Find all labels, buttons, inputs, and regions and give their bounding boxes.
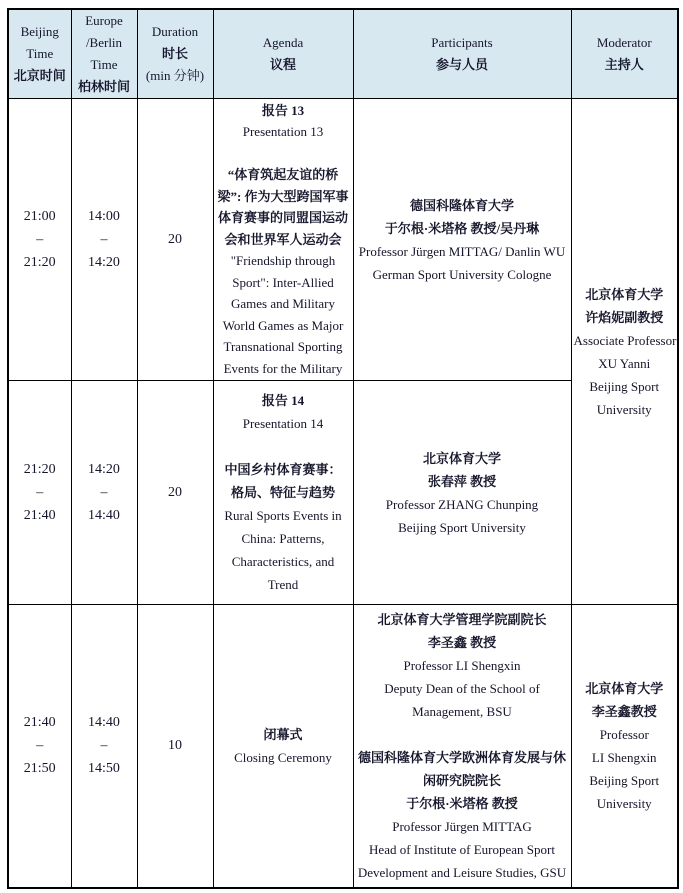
text-line: 于尔根·米塔格 教授/吴丹琳: [384, 220, 540, 236]
cell-moderator: [571, 605, 678, 888]
text-line: Time: [26, 46, 54, 61]
text-line: –: [100, 485, 108, 500]
text-line: 时长: [161, 46, 188, 61]
text-line: Deputy Dean of the School of: [384, 680, 540, 696]
text-line: 21:20: [23, 255, 56, 270]
text-line: Agenda: [262, 35, 304, 50]
text-line: Duration: [151, 24, 199, 39]
cell-beijing-time: [8, 605, 71, 888]
text-line: Professor Jürgen MITTAG: [392, 818, 532, 834]
cell-duration: [137, 99, 213, 381]
cell-participants: [353, 381, 571, 605]
text-line: 北京体育大学: [585, 286, 664, 302]
text-line: Time: [90, 57, 118, 72]
text-line: –: [36, 485, 44, 500]
header-cell-moderator: [571, 9, 678, 99]
text-line: Professor: [599, 726, 649, 742]
text-line: "Friendship through: [230, 253, 336, 269]
text-line: 14:40: [88, 715, 120, 731]
cell-berlin-time: [71, 605, 137, 888]
text-line: 20: [168, 485, 182, 500]
text-line: 21:40: [23, 508, 56, 523]
text-line: 14:00: [88, 209, 120, 224]
text-line: Events for the Military: [223, 360, 343, 376]
header-cell-duration: [137, 9, 213, 99]
text-line: University: [596, 401, 652, 417]
text-line: Closing Ceremony: [234, 749, 332, 765]
text-line: 北京体育大学: [585, 680, 664, 696]
text-line: 21:20: [23, 462, 56, 477]
text-line: [216, 435, 351, 458]
text-line: Professor LI Shengxin: [403, 657, 521, 673]
cell-duration: [137, 381, 213, 605]
cell-beijing-time: [8, 381, 71, 605]
text-line: Beijing Sport University: [398, 519, 526, 535]
text-line: 21:00: [23, 209, 56, 224]
text-line: “体育筑起友谊的桥: [227, 167, 339, 183]
text-line: Presentation 13: [242, 124, 324, 140]
table-body: [8, 99, 678, 888]
text-line: 议程: [269, 57, 296, 72]
text-line: –: [36, 232, 44, 247]
text-line: 参与人员: [435, 57, 488, 72]
header-cell-agenda: [213, 9, 353, 99]
text-line: Management, BSU: [412, 703, 512, 719]
text-line: 14:20: [88, 462, 120, 477]
text-line: 主持人: [604, 57, 644, 72]
text-line: XU Yanni: [598, 355, 651, 371]
text-line: /Berlin: [85, 35, 123, 50]
text-line: LI Shengxin: [591, 749, 657, 765]
text-line: Beijing Sport: [589, 772, 660, 788]
text-line: 张春萍 教授: [427, 473, 497, 489]
text-line: Europe: [85, 13, 123, 28]
text-line: 14:20: [88, 255, 120, 270]
text-line: 中国乡村体育赛事：: [224, 462, 342, 477]
cell-agenda: [213, 381, 353, 605]
text-line: 李圣鑫 教授: [427, 634, 497, 650]
text-line: World Games as Major: [222, 317, 344, 333]
text-line: Beijing Sport: [589, 378, 660, 394]
text-line: Professor Jürgen MITTAG/ Danlin WU: [358, 243, 566, 259]
text-line: Games and Military: [231, 296, 335, 312]
text-line: 梁”: 作为大型跨国军事: [217, 188, 349, 204]
text-line: 格局、特征与趋势: [230, 485, 335, 500]
header-row: [8, 9, 678, 99]
text-line: 柏林时间: [77, 79, 130, 94]
text-line: –: [100, 232, 108, 247]
cell-agenda: [213, 605, 353, 888]
text-line: 德国科隆体育大学欧洲体育发展与休: [357, 749, 566, 765]
cell-agenda: [213, 99, 353, 381]
cell-participants: [353, 605, 571, 888]
text-line: 德国科隆体育大学: [409, 197, 514, 213]
text-line: [356, 723, 569, 746]
text-line: (min 分钟): [145, 68, 205, 83]
text-line: Beijing: [20, 24, 59, 39]
text-line: 闲研究院院长: [422, 772, 501, 788]
text-line: –: [36, 738, 44, 754]
session-row: [8, 605, 678, 888]
text-line: 21:50: [23, 761, 56, 777]
text-line: 于尔根·米塔格 教授: [406, 795, 518, 811]
text-line: 李圣鑫教授: [591, 703, 657, 719]
header-cell-participants: [353, 9, 571, 99]
text-line: Presentation 14: [242, 416, 324, 431]
text-line: [216, 143, 351, 165]
text-line: 闭幕式: [263, 726, 303, 742]
text-line: Rural Sports Events in: [224, 508, 342, 523]
text-line: Professor ZHANG Chunping: [385, 496, 539, 512]
cell-participants: [353, 99, 571, 381]
text-line: 14:50: [88, 761, 120, 777]
text-line: 许焰妮副教授: [585, 309, 664, 325]
text-line: Development and Leisure Studies, GSU: [357, 864, 567, 880]
text-line: Associate Professor: [573, 332, 677, 348]
table-header: [8, 9, 678, 99]
text-line: Transnational Sporting: [223, 339, 343, 355]
session-row: [8, 99, 678, 381]
text-line: –: [100, 738, 108, 754]
cell-moderator: [571, 99, 678, 605]
text-line: 北京时间: [13, 68, 66, 83]
cell-duration: [137, 605, 213, 888]
text-line: Participants: [431, 35, 493, 50]
header-cell-beijing-time: [8, 9, 71, 99]
cell-beijing-time: [8, 99, 71, 381]
text-line: 北京体育大学管理学院副院长: [377, 611, 547, 627]
cell-berlin-time: [71, 99, 137, 381]
schedule-table: [7, 8, 679, 889]
text-line: 21:40: [23, 715, 56, 731]
text-line: 10: [168, 738, 182, 754]
text-line: 报告 13: [261, 102, 305, 118]
text-line: German Sport University Cologne: [372, 266, 552, 282]
text-line: 20: [168, 232, 182, 247]
text-line: 体育赛事的同盟国运动: [217, 210, 348, 226]
text-line: University: [596, 795, 652, 811]
text-line: 报告 14: [261, 393, 305, 408]
header-cell-berlin-time: [71, 9, 137, 99]
text-line: 14:40: [88, 508, 120, 523]
text-line: 会和世界军人运动会: [224, 231, 342, 247]
text-line: Trend: [267, 577, 299, 592]
text-line: China: Patterns,: [241, 531, 325, 546]
cell-berlin-time: [71, 381, 137, 605]
text-line: Head of Institute of European Sport: [369, 841, 555, 857]
text-line: 北京体育大学: [422, 450, 501, 466]
text-line: Moderator: [596, 35, 652, 50]
text-line: Characteristics, and: [231, 554, 335, 569]
text-line: Sport": Inter-Allied: [232, 274, 334, 290]
